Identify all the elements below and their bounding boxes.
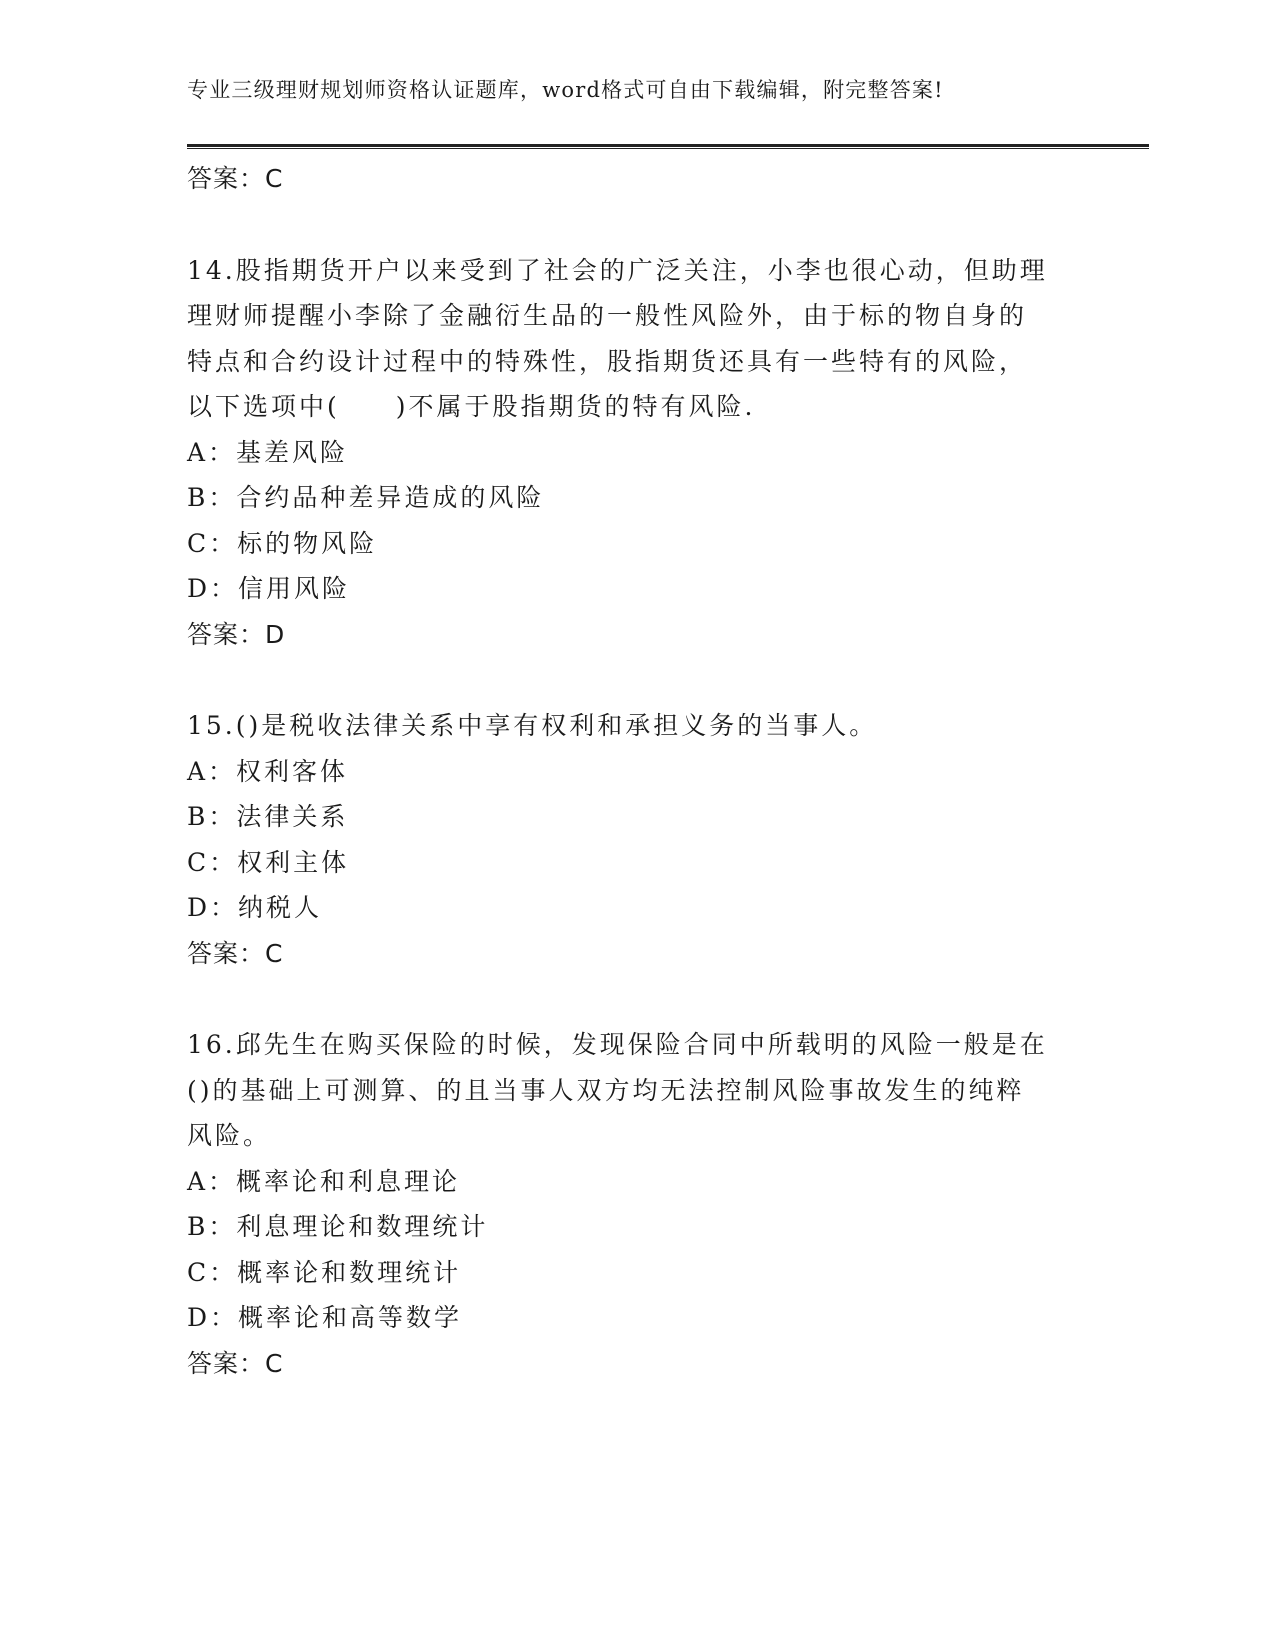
option-c: C：标的物风险: [187, 528, 378, 558]
option-a: A：权利客体: [187, 756, 349, 786]
question-15: [187, 703, 1087, 976]
option-a: A：基差风险: [187, 437, 349, 467]
question-16: [187, 1022, 1087, 1386]
question-stem-line: 14.股指期货开户以来受到了社会的广泛关注，小李也很心动，但助理: [187, 255, 1048, 285]
option-b: B：法律关系: [187, 802, 349, 831]
answer-line: 答案：C: [187, 1348, 284, 1378]
answer-line: 答案：D: [187, 619, 286, 649]
header-divider: [187, 144, 1149, 149]
question-list: [187, 156, 1087, 1386]
question-stem-line: 风险。: [187, 1121, 272, 1150]
page-header: 专业三级理财规划师资格认证题库，word格式可自由下载编辑，附完整答案!: [187, 78, 944, 102]
option-d: D：纳税人: [187, 893, 323, 922]
question-stem-line: 以下选项中( )不属于股指期货的特有风险.: [187, 392, 756, 421]
option-a: A：概率论和利息理论: [187, 1166, 461, 1196]
question-stem-line: 15.()是税收法律关系中享有权利和承担义务的当事人。: [187, 711, 878, 740]
question-stem-line: ()的基础上可测算、的且当事人双方均无法控制风险事故发生的纯粹: [187, 1075, 1025, 1105]
option-c: C：概率论和数理统计: [187, 1257, 462, 1287]
answer-line: 答案：C: [187, 938, 284, 968]
option-b: B：利息理论和数理统计: [187, 1212, 489, 1241]
option-d: D：概率论和高等数学: [187, 1303, 463, 1332]
question-stem-line: 特点和合约设计过程中的特殊性，股指期货还具有一些特有的风险，: [187, 346, 1028, 376]
question-stem-line: 理财师提醒小李除了金融衍生品的一般性风险外，由于标的物自身的: [187, 301, 1028, 330]
option-c: C：权利主体: [187, 847, 350, 877]
option-d: D：信用风险: [187, 574, 351, 603]
question-stem-line: 16.邱先生在购买保险的时候，发现保险合同中所载明的风险一般是在: [187, 1030, 1048, 1059]
answer-line: 答案：C: [187, 164, 284, 193]
question-14: [187, 248, 1087, 658]
option-b: B：合约品种差异造成的风险: [187, 483, 545, 512]
